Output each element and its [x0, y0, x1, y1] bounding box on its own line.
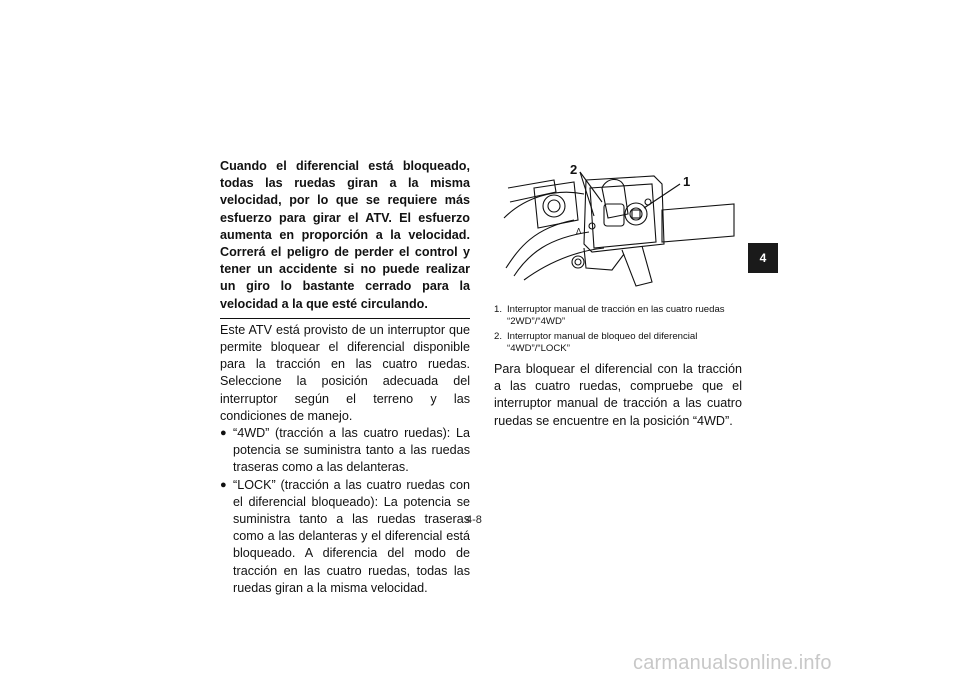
bullet-4wd-text: “4WD” (tracción a las cuatro ruedas): La potencia se suministra tanto a las ruedas traseras como a las delanteras.: [233, 426, 470, 475]
triangle-mark: Δ: [576, 227, 582, 236]
callout-2: 2: [570, 162, 578, 177]
handlebar-switch-illustration: [494, 158, 742, 293]
caption-number: 1.: [494, 304, 503, 315]
figure-captions: [494, 304, 742, 355]
bullet-icon: ●: [220, 478, 227, 491]
warning-divider: [220, 318, 470, 319]
bullet-lock-text: “LOCK” (tracción a las cuatro ruedas con el diferencial bloqueado): La potencia se suministra tanto a las ruedas traseras como a las delanteras y el diferencial está bloqueado. A diferencia del modo de tracción en las cuatro ruedas, todas las ruedas giran a la misma velocidad.: [233, 477, 470, 595]
intro-paragraph: Este ATV está provisto de un interruptor que permite bloquear el diferencial disponible para la tracción en las cuatro ruedas. Seleccione la posición adecuada del interruptor según el terreno y las condiciones de manejo.: [220, 322, 470, 423]
handlebar-switch-figure: [494, 158, 742, 293]
warning-text: Cuando el diferencial está bloqueado, todas las ruedas giran a la misma velocidad, por lo que se requiere más esfuerzo para girar el ATV. El esfuerzo aumenta en proporción a la velocidad. Correrá el peligro de perder el control y tener un accidente si no puede realizar un giro lo bastante cerrado para la velocidad a la que esté circulando.: [220, 159, 470, 311]
lock-procedure-paragraph: Para bloquear el diferencial con la tracción a las cuatro ruedas, compruebe que el interruptor manual de tracción a las cuatro ruedas se encuentre en la posición “4WD”.: [494, 362, 742, 428]
watermark-text: carmanualsonline.info: [633, 652, 832, 674]
caption-item: [494, 304, 742, 328]
callout-1: 1: [683, 174, 691, 189]
list-item: [220, 425, 470, 477]
caption-text: Interruptor manual de tracción en las cuatro ruedas “2WD”/“4WD”: [507, 304, 725, 327]
caption-number: 2.: [494, 331, 503, 342]
right-column: [494, 158, 742, 430]
caption-item: [494, 331, 742, 355]
chapter-tab: 4: [748, 243, 778, 273]
left-column: [220, 158, 470, 597]
list-item: [220, 477, 470, 597]
caption-text: Interruptor manual de bloqueo del diferencial “4WD”/“LOCK”: [507, 331, 698, 354]
bullet-icon: ●: [220, 427, 227, 440]
page-number: 4-8: [466, 514, 482, 526]
